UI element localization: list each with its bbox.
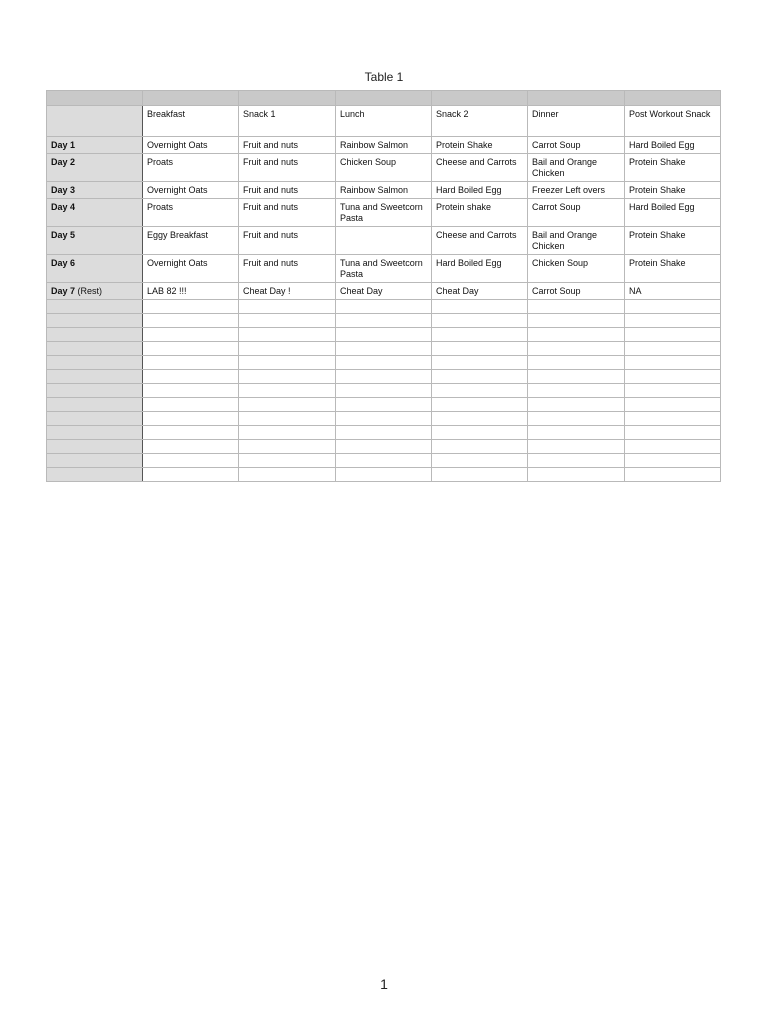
table-row xyxy=(47,182,721,199)
empty-cell xyxy=(336,384,432,398)
row-header xyxy=(47,137,143,154)
empty-cell xyxy=(528,454,625,468)
empty-cell xyxy=(432,468,528,482)
empty-cell xyxy=(239,468,336,482)
day-note: (Rest) xyxy=(77,286,103,296)
empty-cell xyxy=(239,342,336,356)
empty-cell xyxy=(528,370,625,384)
empty-row xyxy=(47,342,721,356)
empty-cell xyxy=(239,426,336,440)
empty-cell xyxy=(239,300,336,314)
empty-cell xyxy=(336,342,432,356)
table-cell: Hard Boiled Egg xyxy=(625,199,721,227)
empty-row-header xyxy=(47,426,143,440)
empty-cell xyxy=(625,440,721,454)
table-cell: NA xyxy=(625,283,721,300)
row-header xyxy=(47,182,143,199)
row-header xyxy=(47,255,143,283)
empty-cell xyxy=(336,440,432,454)
empty-row-header xyxy=(47,370,143,384)
table-cell: Rainbow Salmon xyxy=(336,182,432,199)
table-cell: Protein Shake xyxy=(432,137,528,154)
empty-rows xyxy=(47,300,721,482)
empty-cell xyxy=(528,342,625,356)
empty-row-header xyxy=(47,314,143,328)
table-cell: Protein Shake xyxy=(625,182,721,199)
empty-cell xyxy=(625,314,721,328)
column-header-row xyxy=(47,106,721,137)
empty-cell xyxy=(432,398,528,412)
empty-cell xyxy=(625,398,721,412)
column-header: Breakfast xyxy=(143,106,239,137)
empty-cell xyxy=(625,356,721,370)
empty-cell xyxy=(625,342,721,356)
day-label: Day 1 xyxy=(51,140,76,150)
empty-cell xyxy=(143,398,239,412)
empty-cell xyxy=(239,384,336,398)
empty-row-header xyxy=(47,454,143,468)
column-header: Snack 1 xyxy=(239,106,336,137)
empty-cell xyxy=(336,314,432,328)
empty-cell xyxy=(528,398,625,412)
empty-cell xyxy=(528,412,625,426)
empty-cell xyxy=(336,398,432,412)
table-cell: Rainbow Salmon xyxy=(336,137,432,154)
table-cell: Fruit and nuts xyxy=(239,182,336,199)
column-header: Lunch xyxy=(336,106,432,137)
empty-cell xyxy=(432,356,528,370)
table-cell: Overnight Oats xyxy=(143,137,239,154)
empty-cell xyxy=(143,468,239,482)
empty-cell xyxy=(239,356,336,370)
empty-cell xyxy=(336,300,432,314)
empty-cell xyxy=(143,300,239,314)
empty-row xyxy=(47,468,721,482)
top-header-row xyxy=(47,91,721,106)
empty-cell xyxy=(336,468,432,482)
row-header xyxy=(47,199,143,227)
empty-cell xyxy=(143,342,239,356)
empty-cell xyxy=(432,412,528,426)
empty-row xyxy=(47,398,721,412)
table-cell: Carrot Soup xyxy=(528,199,625,227)
empty-cell xyxy=(239,314,336,328)
day-label: Day 6 xyxy=(51,258,76,268)
top-header-cell xyxy=(528,91,625,106)
empty-cell xyxy=(432,454,528,468)
empty-cell xyxy=(143,384,239,398)
empty-cell xyxy=(528,426,625,440)
table-cell: Cheese and Carrots xyxy=(432,227,528,255)
empty-cell xyxy=(528,356,625,370)
empty-cell xyxy=(625,300,721,314)
table-cell: Fruit and nuts xyxy=(239,199,336,227)
table-row xyxy=(47,283,721,300)
empty-row xyxy=(47,440,721,454)
empty-row xyxy=(47,328,721,342)
empty-cell xyxy=(143,440,239,454)
table-row xyxy=(47,255,721,283)
empty-cell xyxy=(528,440,625,454)
table-cell: Cheat Day xyxy=(336,283,432,300)
table-row xyxy=(47,199,721,227)
table-cell: Freezer Left overs xyxy=(528,182,625,199)
empty-cell xyxy=(432,342,528,356)
table-cell: Proats xyxy=(143,154,239,182)
empty-cell xyxy=(432,440,528,454)
empty-cell xyxy=(336,454,432,468)
table-cell: Chicken Soup xyxy=(336,154,432,182)
table-row xyxy=(47,137,721,154)
table-cell: Hard Boiled Egg xyxy=(625,137,721,154)
table-cell: Proats xyxy=(143,199,239,227)
top-header-cell xyxy=(432,91,528,106)
empty-row-header xyxy=(47,342,143,356)
empty-row xyxy=(47,356,721,370)
top-header-cell xyxy=(625,91,721,106)
empty-cell xyxy=(528,314,625,328)
row-header xyxy=(47,227,143,255)
table-cell: Eggy Breakfast xyxy=(143,227,239,255)
empty-cell xyxy=(625,426,721,440)
empty-cell xyxy=(528,384,625,398)
empty-cell xyxy=(143,370,239,384)
empty-row-header xyxy=(47,412,143,426)
empty-row xyxy=(47,426,721,440)
table-cell: Protein Shake xyxy=(625,227,721,255)
table-cell: Cheese and Carrots xyxy=(432,154,528,182)
table-cell: Bail and Orange Chicken xyxy=(528,227,625,255)
top-header-cell xyxy=(239,91,336,106)
page-number: 1 xyxy=(380,976,388,992)
empty-row-header xyxy=(47,300,143,314)
empty-row-header xyxy=(47,356,143,370)
table-cell: Hard Boiled Egg xyxy=(432,255,528,283)
table-cell: Overnight Oats xyxy=(143,255,239,283)
empty-cell xyxy=(143,426,239,440)
table-cell: Fruit and nuts xyxy=(239,227,336,255)
meal-plan-table xyxy=(46,90,721,482)
table-title: Table 1 xyxy=(364,70,404,84)
empty-cell xyxy=(239,412,336,426)
table-row xyxy=(47,154,721,182)
empty-cell xyxy=(625,328,721,342)
empty-cell xyxy=(143,356,239,370)
day-label: Day 7 xyxy=(51,286,76,296)
empty-row-header xyxy=(47,440,143,454)
empty-row xyxy=(47,314,721,328)
empty-row-header xyxy=(47,468,143,482)
table-cell: Cheat Day ! xyxy=(239,283,336,300)
empty-row-header xyxy=(47,384,143,398)
top-header-cell xyxy=(47,91,143,106)
empty-row xyxy=(47,370,721,384)
table-cell: Overnight Oats xyxy=(143,182,239,199)
empty-cell xyxy=(432,370,528,384)
day-label: Day 4 xyxy=(51,202,76,212)
row-header xyxy=(47,154,143,182)
empty-cell xyxy=(625,468,721,482)
table-row xyxy=(47,227,721,255)
table-cell: Cheat Day xyxy=(432,283,528,300)
empty-row xyxy=(47,412,721,426)
empty-cell xyxy=(336,356,432,370)
empty-cell xyxy=(625,412,721,426)
empty-cell xyxy=(625,454,721,468)
empty-cell xyxy=(625,384,721,398)
empty-cell xyxy=(528,328,625,342)
day-label: Day 5 xyxy=(51,230,76,240)
empty-cell xyxy=(239,370,336,384)
empty-cell xyxy=(432,384,528,398)
empty-row-header xyxy=(47,398,143,412)
table-cell: Protein shake xyxy=(432,199,528,227)
table-cell: Fruit and nuts xyxy=(239,154,336,182)
empty-cell xyxy=(336,412,432,426)
table-cell: Protein Shake xyxy=(625,154,721,182)
table-cell: Bail and Orange Chicken xyxy=(528,154,625,182)
empty-cell xyxy=(143,454,239,468)
empty-cell xyxy=(239,454,336,468)
table-cell: Fruit and nuts xyxy=(239,137,336,154)
table-cell: Tuna and Sweetcorn Pasta xyxy=(336,199,432,227)
table-cell: Hard Boiled Egg xyxy=(432,182,528,199)
day-label: Day 3 xyxy=(51,185,76,195)
empty-cell xyxy=(336,328,432,342)
empty-row xyxy=(47,300,721,314)
empty-cell xyxy=(239,328,336,342)
table-cell: Protein Shake xyxy=(625,255,721,283)
empty-cell xyxy=(432,328,528,342)
empty-cell xyxy=(239,398,336,412)
top-header-cell xyxy=(143,91,239,106)
empty-row xyxy=(47,454,721,468)
empty-cell xyxy=(336,370,432,384)
empty-cell xyxy=(625,370,721,384)
empty-cell xyxy=(528,468,625,482)
empty-cell xyxy=(143,314,239,328)
column-header: Post Workout Snack xyxy=(625,106,721,137)
empty-cell xyxy=(528,300,625,314)
table-cell xyxy=(336,227,432,255)
table-cell: Fruit and nuts xyxy=(239,255,336,283)
empty-cell xyxy=(143,412,239,426)
empty-cell xyxy=(432,426,528,440)
empty-cell xyxy=(432,314,528,328)
column-header: Dinner xyxy=(528,106,625,137)
table-cell: Carrot Soup xyxy=(528,283,625,300)
table-cell: LAB 82 !!! xyxy=(143,283,239,300)
table-cell: Carrot Soup xyxy=(528,137,625,154)
empty-row xyxy=(47,384,721,398)
day-label: Day 2 xyxy=(51,157,76,167)
table-cell: Chicken Soup xyxy=(528,255,625,283)
empty-row-header xyxy=(47,328,143,342)
corner-cell xyxy=(47,106,143,137)
column-header: Snack 2 xyxy=(432,106,528,137)
row-header xyxy=(47,283,143,300)
empty-cell xyxy=(239,440,336,454)
table-cell: Tuna and Sweetcorn Pasta xyxy=(336,255,432,283)
empty-cell xyxy=(432,300,528,314)
top-header-cell xyxy=(336,91,432,106)
empty-cell xyxy=(143,328,239,342)
empty-cell xyxy=(336,426,432,440)
